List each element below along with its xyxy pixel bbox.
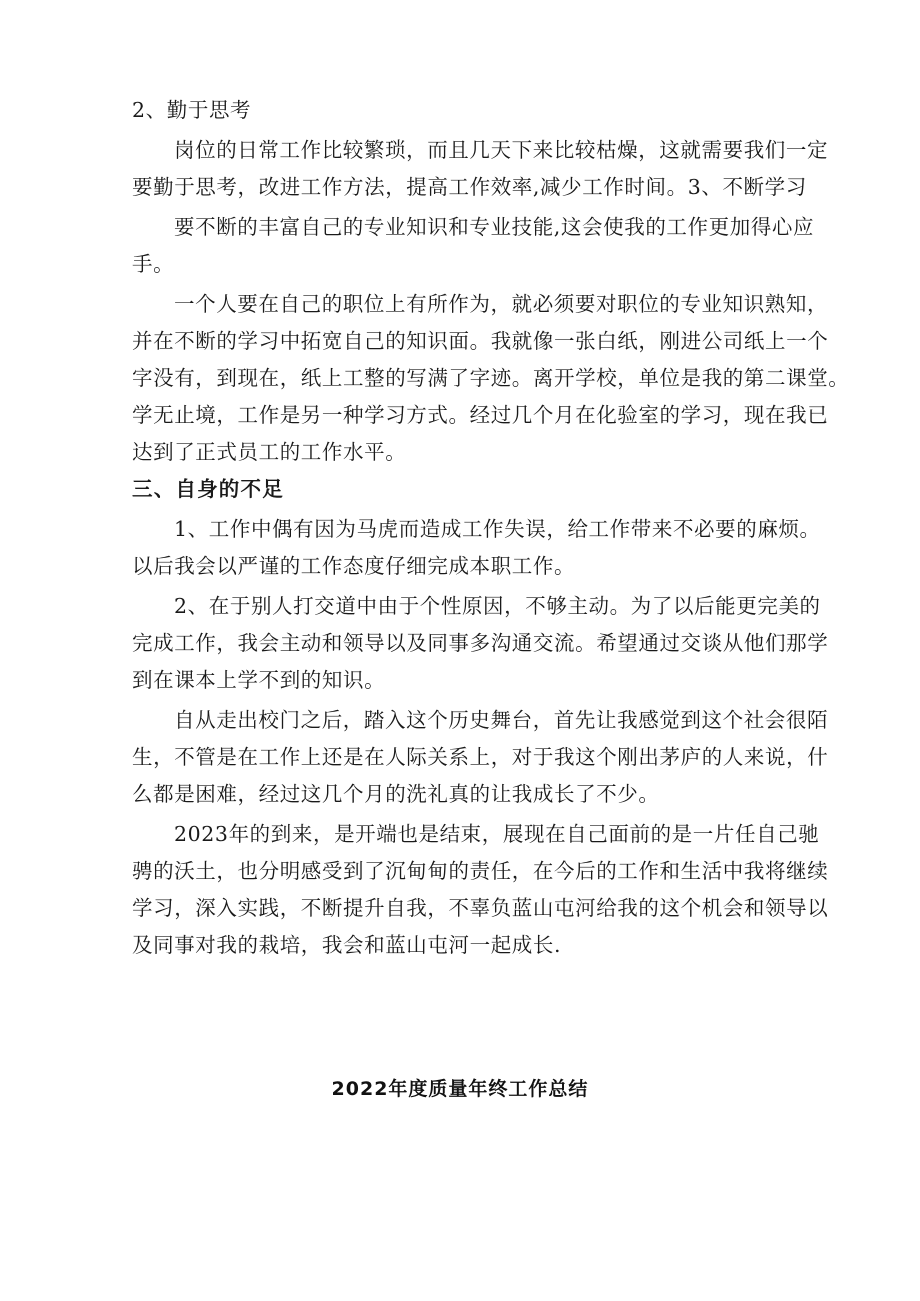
document-body [132, 92, 850, 964]
paragraph-line: 1、工作中偶有因为马虎而造成工作失误，给工作带来不必要的麻烦。 [174, 517, 821, 541]
paragraph-line: 及同事对我的栽培，我会和蓝山屯河一起成长. [132, 933, 562, 957]
paragraph-think-diligently [132, 132, 829, 169]
paragraph-think-diligently-cont [132, 169, 807, 206]
paragraph-line: 一个人要在自己的职位上有所作为，就必须要对职位的专业知识熟知， [174, 292, 829, 316]
paragraph-shortcoming-2-cont [132, 625, 829, 699]
paragraph-line: 完成工作，我会主动和领导以及同事多沟通交流。希望通过交谈从他们那学 [132, 631, 829, 655]
paragraph-line: 么都是困难，经过这几个月的洗礼真的让我成长了不少。 [132, 782, 660, 806]
paragraph-line: 岗位的日常工作比较繁琐，而且几天下来比较枯燥，这就需要我们一定 [174, 138, 829, 162]
paragraph-line: 并在不断的学习中拓宽自己的知识面。我就像一张白纸，刚进公司纸上一个 [132, 329, 829, 353]
paragraph-line: 以后我会以严谨的工作态度仔细完成本职工作。 [132, 554, 576, 578]
paragraph-line: 自从走出校门之后，踏入这个历史舞台，首先让我感觉到这个社会很陌 [174, 708, 829, 732]
paragraph-line: 要不断的丰富自己的专业知识和专业技能,这会使我的工作更加得心应 [174, 215, 815, 239]
paragraph-shortcoming-1-cont [132, 548, 794, 585]
paragraph-line: 2023年的到来，是开端也是结束，展现在自己面前的是一片任自己驰 [174, 822, 820, 846]
paragraph-line: 到在课本上学不到的知识。 [132, 668, 386, 692]
paragraph-closing [132, 816, 820, 853]
paragraph-line: 学无止境，工作是另一种学习方式。经过几个月在化验室的学习，现在我已 [132, 403, 829, 427]
paragraph-learning-growth [132, 286, 829, 323]
paragraph-line: 2、在于别人打交道中由于个性原因，不够主动。为了以后能更完美的 [174, 594, 821, 618]
section-heading-shortcomings: 三、自身的不足 [132, 477, 284, 501]
paragraph-line: 学习，深入实践，不断提升自我，不辜负蓝山屯河给我的这个机会和领导以 [132, 896, 829, 920]
paragraph-keep-learning [132, 209, 815, 246]
paragraph-line: 手。 [132, 252, 175, 276]
paragraph-line: 字没有，到现在，纸上工整的写满了字迹。离开学校，单位是我的第二课堂。 [132, 366, 850, 390]
paragraph-line: 生，不管是在工作上还是在人际关系上，对于我这个刚出茅庐的人来说，什 [132, 745, 829, 769]
paragraph-learning-growth-cont [132, 323, 850, 471]
paragraph-line: 达到了正式员工的工作水平。 [132, 440, 407, 464]
paragraph-reflection [132, 702, 829, 739]
paragraph-reflection-cont [132, 739, 829, 813]
document-title: 2022年度质量年终工作总结 [331, 1078, 589, 1100]
subheading-think-diligently: 2、勤于思考 [132, 98, 252, 122]
paragraph-line: 要勤于思考，改进工作方法，提高工作效率,减少工作时间。3、不断学习 [132, 175, 807, 199]
paragraph-closing-cont [132, 853, 829, 964]
paragraph-shortcoming-1 [132, 511, 821, 548]
paragraph-shortcoming-2 [132, 588, 821, 625]
paragraph-line: 骋的沃土，也分明感受到了沉甸甸的责任，在今后的工作和生活中我将继续 [132, 859, 829, 883]
paragraph-keep-learning-cont [132, 246, 794, 283]
